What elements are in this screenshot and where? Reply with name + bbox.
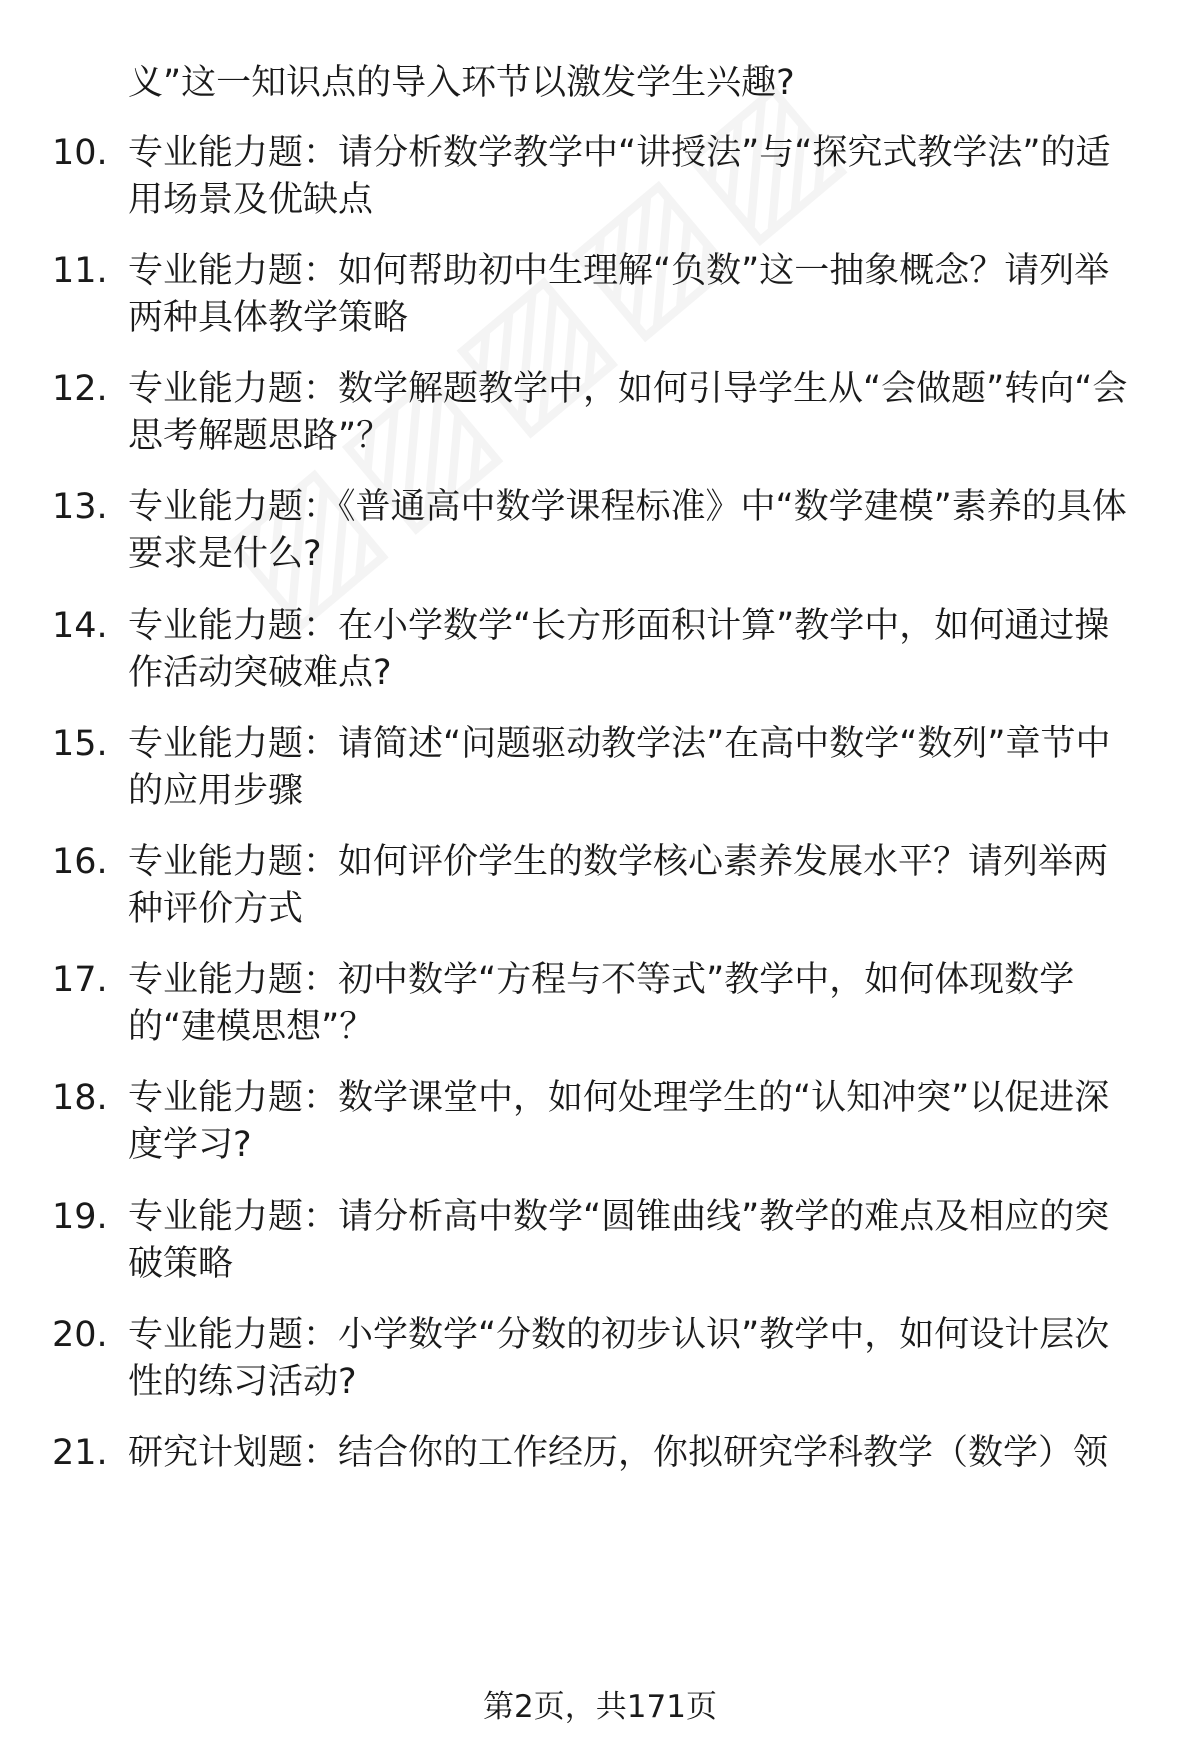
question-number: 11. [52,251,108,291]
question-item [52,484,1152,578]
question-number: 19. [52,1197,108,1237]
question-text: 专业能力题：请简述“问题驱动教学法”在高中数学“数列”章节中的应用步骤 [128,724,1111,811]
question-text: 专业能力题：在小学数学“长方形面积计算”教学中，如何通过操作活动突破难点? [128,606,1110,693]
question-text: 专业能力题：请分析高中数学“圆锥曲线”教学的难点及相应的突破策略 [128,1197,1110,1284]
question-item [52,1430,1152,1477]
question-number: 20. [52,1315,108,1355]
question-text: 专业能力题：《普通高中数学课程标准》中“数学建模”素养的具体要求是什么? [128,487,1127,574]
question-number: 14. [52,606,108,646]
question-item [52,1312,1152,1406]
question-text: 专业能力题：数学课堂中，如何处理学生的“认知冲突”以促进深度学习? [128,1078,1110,1165]
question-number: 17. [52,960,108,1000]
question-number: 16. [52,842,108,882]
question-number: 10. [52,133,108,173]
question-item [52,1075,1152,1169]
question-text: 专业能力题：如何帮助初中生理解“负数”这一抽象概念？请列举两种具体教学策略 [128,251,1110,338]
question-text: 专业能力题：数学解题教学中，如何引导学生从“会做题”转向“会思考解题思路”？ [128,369,1128,456]
question-text: 专业能力题：请分析数学教学中“讲授法”与“探究式教学法”的适用场景及优缺点 [128,133,1111,220]
question-text: 研究计划题：结合你的工作经历，你拟研究学科教学（数学）领 [128,1433,1109,1473]
question-number: 21. [52,1433,108,1473]
question-item [52,957,1152,1051]
page-footer: 第2页，共171页 [483,1689,717,1725]
question-number: 18. [52,1078,108,1118]
question-item [52,130,1152,224]
question-item [52,248,1152,342]
question-number: 13. [52,487,108,527]
question-item [52,603,1152,697]
question-item [52,839,1152,933]
question-number: 15. [52,724,108,764]
question-text: 专业能力题：如何评价学生的数学核心素养发展水平？请列举两种评价方式 [128,842,1109,929]
continuation-line: 义”这一知识点的导入环节以激发学生兴趣? [128,63,795,103]
question-item [52,1194,1152,1288]
question-text: 专业能力题：小学数学“分数的初步认识”教学中，如何设计层次性的练习活动? [128,1315,1110,1402]
question-text: 专业能力题：初中数学“方程与不等式”教学中，如何体现数学的“建模思想”？ [128,960,1075,1047]
question-item [52,721,1152,815]
question-number: 12. [52,369,108,409]
question-item [52,366,1152,460]
